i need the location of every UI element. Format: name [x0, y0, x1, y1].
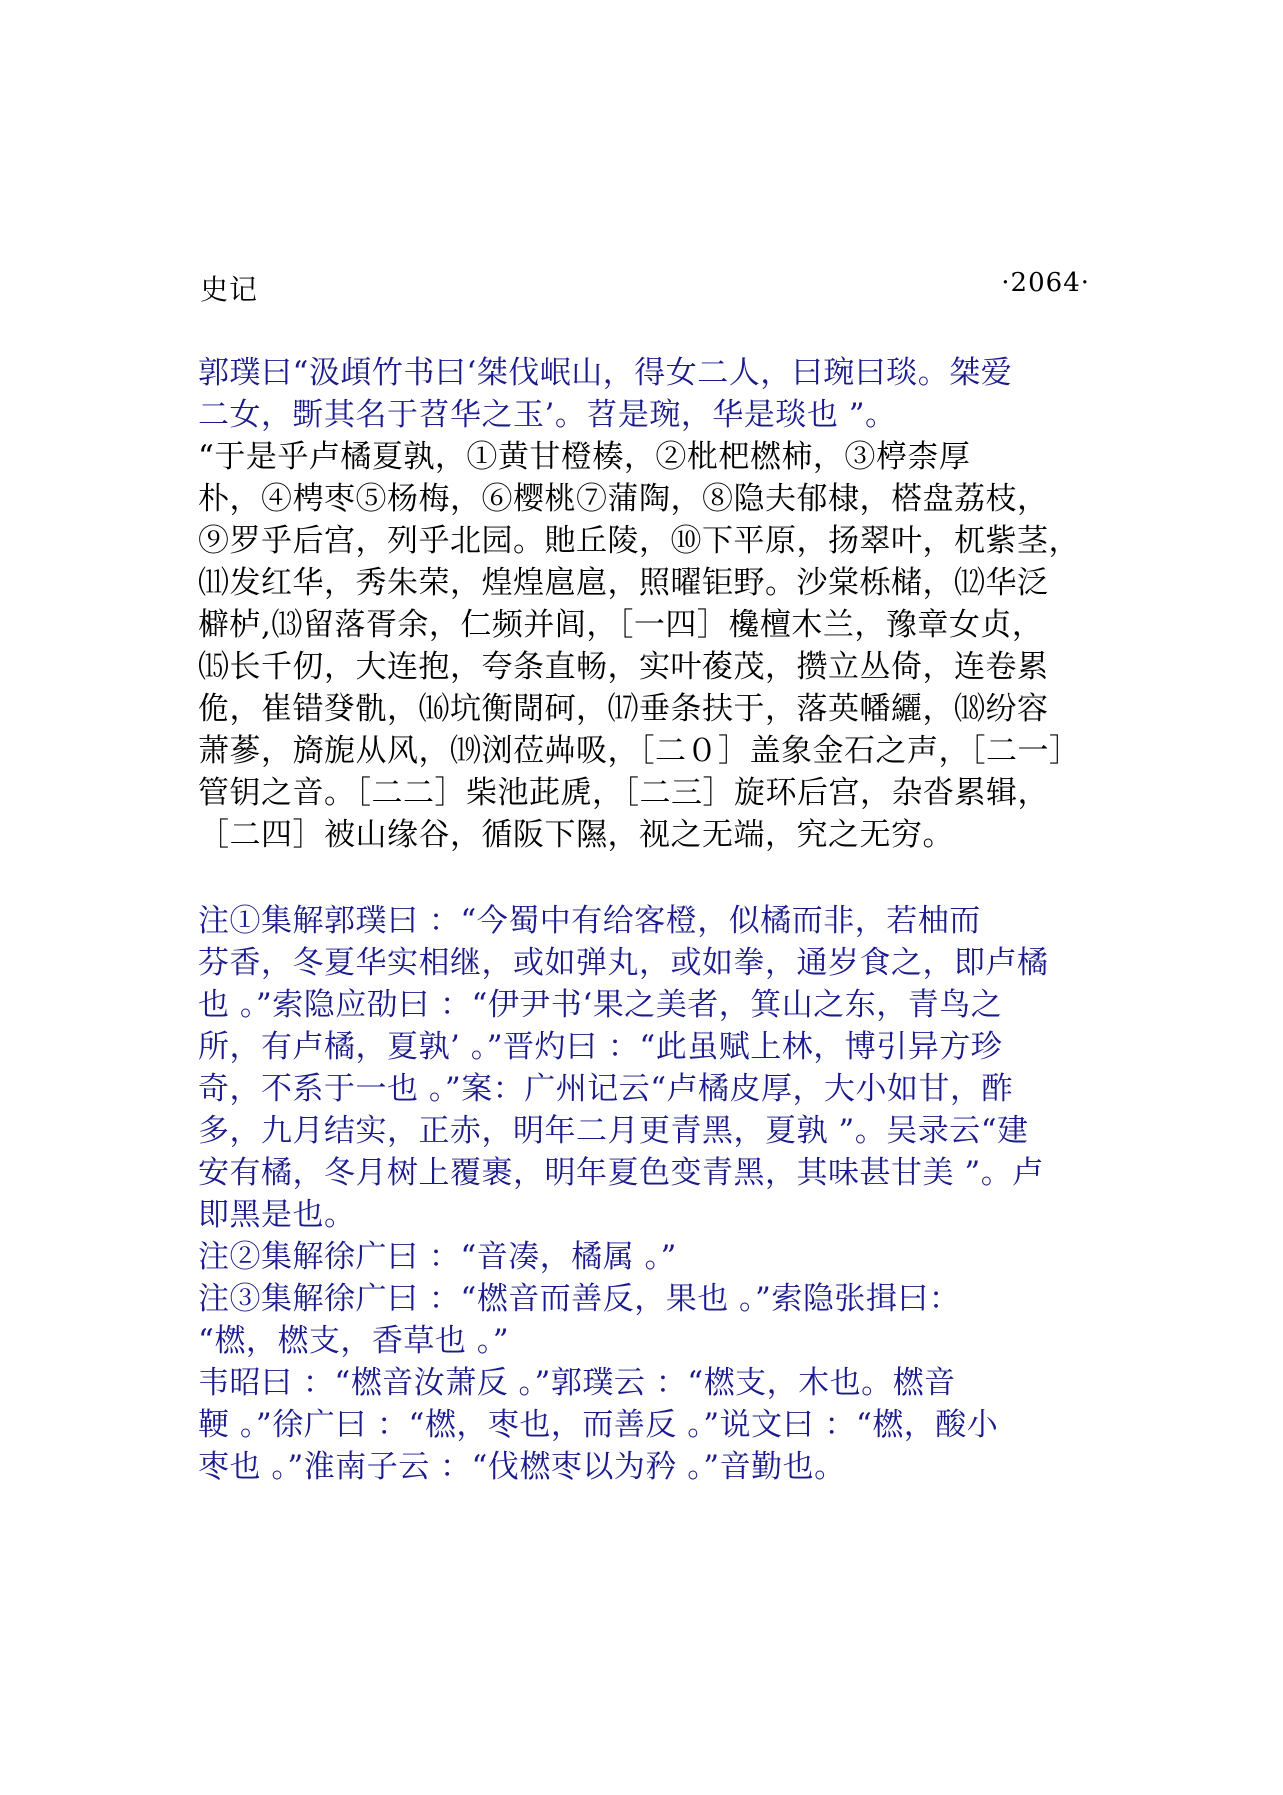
note-line: 注③集解徐广曰 ：“橪音而善反，果也 。”索隐张揖曰： — [198, 1281, 961, 1317]
intro-line: 二女，斲其名于苕华之玉’。苕是琬，华是琰也 ”。 — [198, 397, 897, 433]
note-line: 枣也 。”淮南子云 ：“伐橪枣以为矜 。”音勤也。 — [198, 1449, 846, 1485]
note-line: “橪，橪支，香草也 。” — [198, 1323, 510, 1359]
note-line: 即黑是也。 — [198, 1197, 356, 1233]
page-number: ·2064· — [1001, 268, 1090, 298]
main-text-line: ⒂长千仞，大连抱，夸条直畅，实叶葰茂，攒立丛倚，连卷累 — [198, 649, 1049, 685]
main-text-line: 檘栌,⒀留落胥余，仁频并闾，［一四］欃檀木兰，豫章女贞， — [198, 607, 1044, 643]
note-line: 注①集解郭璞曰 ：“今蜀中有给客橙，似橘而非，若柚而 — [198, 903, 981, 939]
main-text-line: 萧蔘，旖旎从风，⒆浏莅芔吸，［二０］盖象金石之声，［二一］ — [198, 733, 1081, 769]
main-text-line: ［二四］被山缘谷，循阪下隰，视之无端，究之无穷。 — [198, 817, 954, 853]
main-text-line: ⑾发红华，秀朱荣，煌煌扈扈，照曜钜野。沙棠栎槠，⑿华泛 — [198, 565, 1049, 601]
main-text-line: ⑨罗乎后宫，列乎北园。貤丘陵，⑩下平原，扬翠叶，杌紫茎， — [198, 523, 1080, 559]
main-text-line: 朴，④梬枣⑤杨梅，⑥樱桃⑦蒲陶，⑧隐夫郁棣，榙盘荔枝， — [198, 481, 1049, 517]
intro-line: 郭璞曰“汲頉竹书曰‘桀伐岷山，得女二人，曰琬曰琰。桀爱 — [198, 355, 1013, 391]
main-text-line: 佹，崔错癹骩，⒃坑衡閜砢，⒄垂条扶于，落英幡纚，⒅纷容 — [198, 691, 1049, 727]
note-line: 奇，不系于一也 。”案：广州记云“卢橘皮厚，大小如甘，酢 — [198, 1071, 1014, 1107]
main-text-line: “于是乎卢橘夏孰，①黄甘橙楱，②枇杷橪柿，③楟柰厚 — [198, 439, 971, 475]
note-line: 也 。”索隐应劭曰 ：“伊尹书‘果之美者，箕山之东，青鸟之 — [198, 987, 1003, 1023]
note-line: 鞕 。”徐广曰 ：“橪，枣也，而善反 。”说文曰 ：“橪，酸小 — [198, 1407, 999, 1443]
intro-block — [198, 352, 1098, 436]
note-line: 多，九月结实，正赤，明年二月更青黑，夏孰 ”。吴录云“建 — [198, 1113, 1029, 1149]
main-text-line: 管钥之音。［二二］柴池茈虒，［二三］旋环后宫，杂沓累辑， — [198, 775, 1049, 811]
note-line: 安有橘，冬月树上覆裹，明年夏色变青黑，其味甚甘美 ”。卢 — [198, 1155, 1044, 1191]
page-header — [200, 268, 1090, 308]
note-line: 芬香，冬夏华实相继，或如弹丸，或如拳，通岁食之，即卢橘 — [198, 945, 1049, 981]
note-line: 所，有卢橘，夏孰’ 。”晋灼曰 ：“此虽赋上林，博引异方珍 — [198, 1029, 1003, 1065]
note-line: 韦昭曰 ：“橪音汝萧反 。”郭璞云 ：“橪支，木也。橪音 — [198, 1365, 956, 1401]
main-text-block — [198, 436, 1098, 856]
page-body — [198, 352, 1098, 1488]
book-title: 史记 — [200, 273, 259, 306]
note-line: 注②集解徐广曰 ：“音凑，橘属 。” — [198, 1239, 677, 1275]
paragraph-gap — [198, 856, 1098, 900]
notes-block — [198, 900, 1098, 1488]
